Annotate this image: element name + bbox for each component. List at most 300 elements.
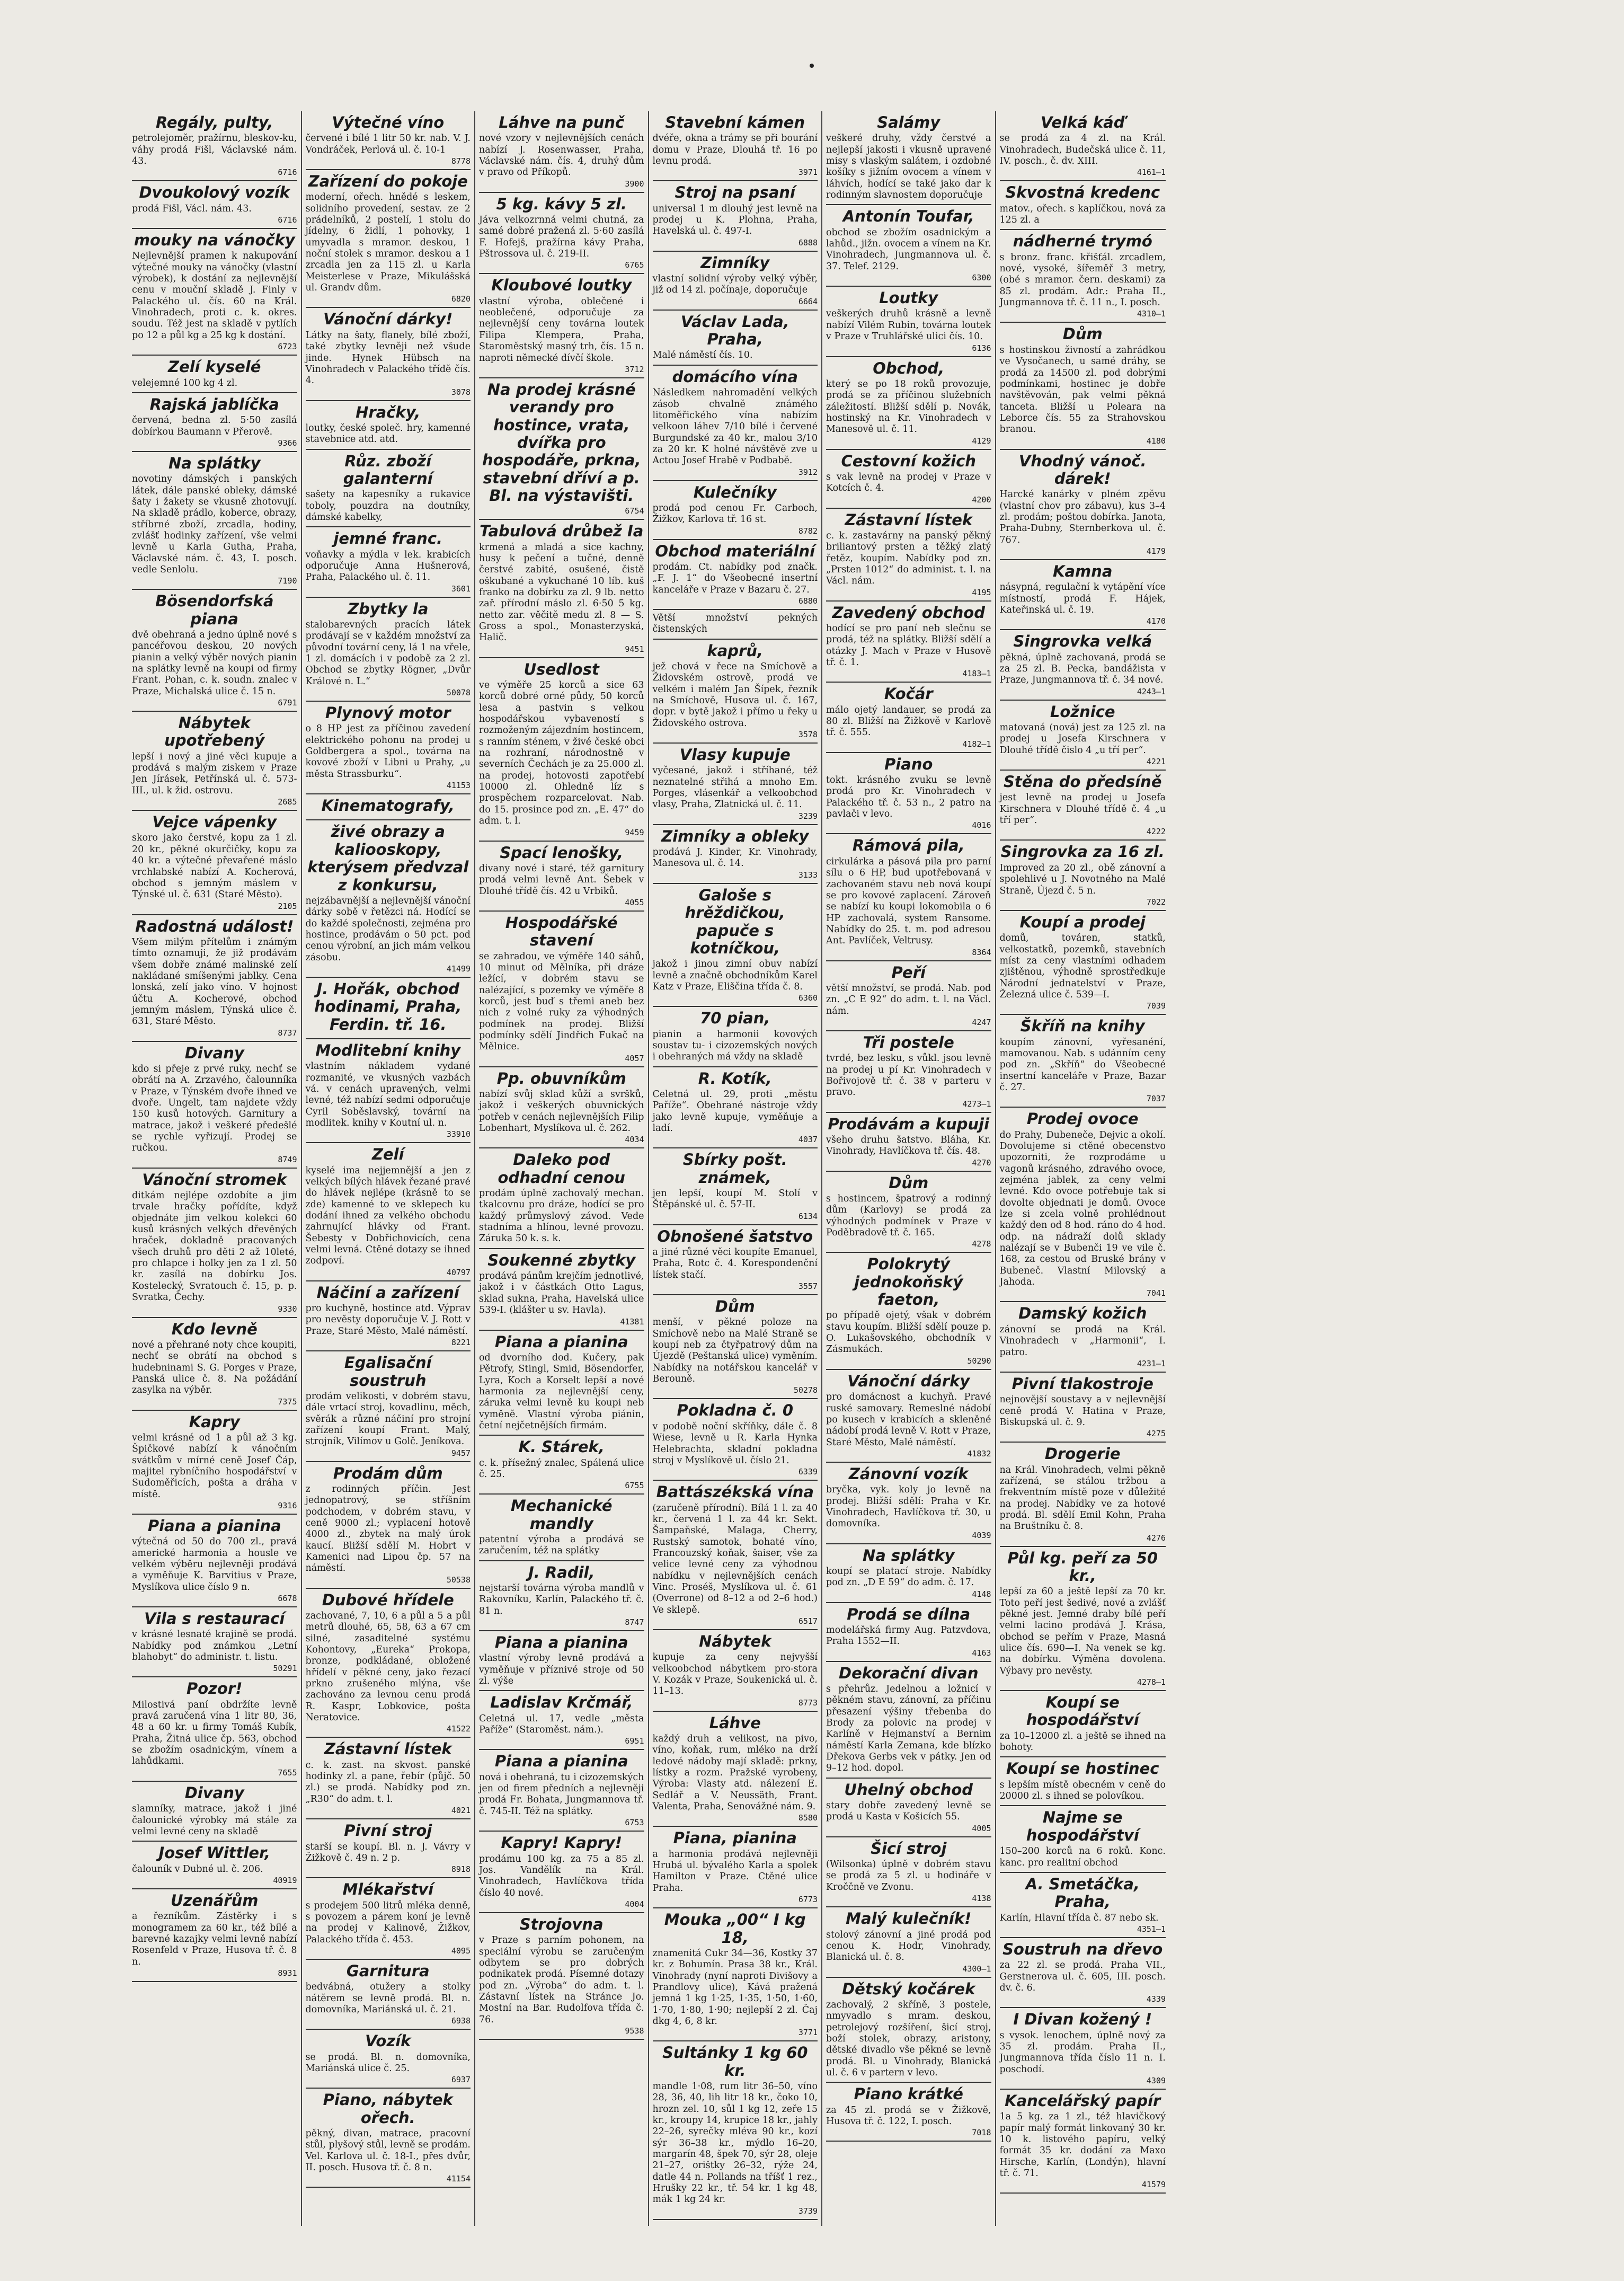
ad-reference-number: 3900 — [625, 179, 644, 189]
ad-column-3 — [475, 111, 649, 2226]
ad-text: násypná, regulační k vytápění více místností, prodá F. Hájek, Kateřinská ul. č. 19. — [999, 582, 1166, 615]
ad-text: se prodá. Bl. n. domovníka, Mariánská ulice č. 25. — [305, 2052, 471, 2074]
classified-ad — [132, 915, 297, 1042]
ad-reference-number: 8778 — [451, 156, 471, 166]
classified-ad — [132, 1607, 297, 1677]
classified-ad — [306, 978, 471, 1039]
ad-text: nová i obehraná, tu i cizozemských jen od firem předních a nejlevněji prodá Fr. Bohata, Jungmannova tř. č. 745-II. Též na splátky. — [479, 1772, 644, 1817]
classified-ad — [826, 1253, 991, 1369]
classified-ad — [1000, 911, 1166, 1015]
ad-reference-number: 2105 — [278, 901, 297, 911]
ad-text: vlastní solidní výroby velký výběr, již od 14 zl. počínaje, doporučuje — [652, 273, 818, 296]
classified-ad — [479, 1436, 644, 1495]
ad-reference-number: 6951 — [625, 1736, 644, 1746]
ad-reference-number: 6938 — [451, 2016, 471, 2026]
classified-ad — [306, 1738, 471, 1819]
ad-heading: Šicí stroj — [871, 1839, 947, 1858]
ad-reference-number: 4179 — [1146, 546, 1166, 556]
ad-heading: Pozor! — [186, 1679, 243, 1698]
classified-ad — [1000, 1547, 1166, 1691]
ad-reference-number: 7037 — [1146, 1094, 1166, 1104]
ad-heading: Zánovní vozík — [848, 1464, 969, 1483]
ad-reference-number: 3771 — [798, 2028, 818, 2038]
classified-ad — [826, 1779, 991, 1837]
classified-ad — [479, 912, 644, 1067]
ad-text: Milostivá paní obdržíte levně pravá zaručená vína 1 litr 80, 36, 48 a 60 kr. u firmy Tomáš Kubík, Praha, Žitná ulice čp. 563, obchod se zbožím osadnickým, vínem a lahůdkami. — [132, 1699, 297, 1767]
ad-heading: Dětský kočárek — [842, 1979, 975, 1998]
classified-ad — [826, 357, 991, 450]
ad-reference-number: 3133 — [798, 870, 818, 880]
ad-heading: Tři postele — [863, 1033, 954, 1051]
ad-reference-number: 9451 — [625, 644, 644, 654]
ad-text: velmi krásné od 1 a půl až 3 kg. Špičkové nabízí k vánočním svátkům v mírné ceně Josef Čáp, majitel rybníčního hospodářství v Sudoměřicích, pošta a dráha v místě. — [132, 1432, 297, 1500]
ad-reference-number: 4310—1 — [1137, 309, 1166, 319]
classified-ad — [826, 1978, 991, 2083]
classified-ad — [306, 401, 471, 450]
ad-heading: kaprů, — [707, 641, 764, 660]
ad-text: mandle 1·08, rum litr 36–50, víno 28, 36, 40, lih litr 18 kr., čoko 10, hrozn zel. 10, sůl 1 kg 12, zeře 15 kr., kroupy 14, krupice 18 kr., jahly 22–26, syrečky mléva 90 kr., kozí sýr 36–38 kr., mýdlo 16–20, margarín 48, špek 70, sýr 28, oleje 21–27, orištky 26–32, rýže 24, datle 44 n. Pollands na tříšť 1 rez., Hrušky 22 kr., tř. 54 kr. 1 kg 48, mák 1 kg 24 kr. — [652, 2081, 818, 2205]
ad-heading: Na splátky — [862, 1546, 955, 1564]
ad-heading: Vila s restaurací — [144, 1610, 285, 1628]
ad-text: červená, bedna zl. 5·50 zasílá dobírkou Baumann v Přerově. — [132, 415, 297, 437]
ad-heading: Radostná událost! — [135, 917, 294, 935]
classified-ad — [653, 1225, 818, 1295]
classified-ad — [306, 794, 471, 820]
ad-heading: Náčiní a zařízení — [316, 1283, 459, 1302]
ad-reference-number: 4243—1 — [1137, 686, 1166, 696]
ad-heading: Divany — [184, 1783, 244, 1802]
ad-reference-number: 3239 — [798, 811, 818, 821]
ad-text: (zaručeně přírodní). Bílá 1 l. za 40 kr., červená 1 l. za 44 kr. Sekt. Šampaňské, Malaga, Cherry, Rustský samotok, bohaté víno, Francouzský koňak, šaiser, vše za velice levné ceny za výhodnou nabídku v nejlevnějších cenách Vinc. Proséš, Myslíkova ul. č. 61 (Overrone) od 8–12 a od 2–6 hod.) Ve sklepě. — [652, 1502, 818, 1615]
classified-ad — [653, 181, 818, 251]
ad-heading: Prodám dům — [333, 1464, 443, 1482]
classified-ad — [826, 509, 991, 602]
ad-heading: Obnošené šatstvo — [657, 1227, 813, 1245]
ad-heading: Prodej ovoce — [1026, 1110, 1139, 1128]
ad-text: sašety na kapesníky a rukavice toboly, pouzdra na doutníky, dámské kabelky, — [305, 489, 471, 523]
ad-column-5 — [822, 111, 996, 2226]
classified-ad — [1000, 771, 1166, 841]
classified-ad — [826, 1172, 991, 1253]
ad-heading: Vánoční stromek — [142, 1170, 287, 1189]
ad-column-1 — [128, 111, 302, 2226]
ad-heading: Piana, pianina — [673, 1829, 797, 1847]
classified-ad — [306, 1589, 471, 1738]
classified-ad — [479, 1631, 644, 1691]
ad-reference-number: 4004 — [625, 1899, 644, 1909]
classified-ad — [1000, 323, 1166, 449]
classified-ad — [1000, 1873, 1166, 1938]
classified-ad — [132, 1515, 297, 1607]
ad-heading: Piana a pianina — [494, 1752, 628, 1771]
ad-text: o 8 HP jest za příčinou zavedení elektrického pohonu na prodej u Goldbergera a spol., továrna na kovové zboží v Libni u Prahy, „u města Strassburku“. — [305, 723, 471, 780]
ad-reference-number: 7041 — [1146, 1288, 1166, 1298]
ad-text: vlastní výroba, oblečené i neoblečené, odporučuje za nejlevnější ceny továrna loutek Filipa Klempera, Praha, Staroměstský masný trh, čís. 15 n. naproti německé dívčí škole. — [479, 296, 644, 364]
ad-heading: Pivní stroj — [344, 1822, 432, 1840]
ad-heading: Piana a pianina — [494, 1332, 628, 1351]
classified-ad — [653, 1481, 818, 1630]
ad-text: znamenitá Cukr 34—36, Kostky 37 kr. z Bohumín. Prasa 38 kr., Král. Vinohrady (nyní naproti Divišovy a Prandlovy ulice), Kává pražená jemná 1 kg 1·25, 1·35, 1·50, 1·60, 1·70, 1·80, 1·90; nejlepší 2 zl. Čaj dkg 4, 6, 8 kr. — [652, 1948, 818, 2027]
classified-ad — [826, 1907, 991, 1977]
ad-text: čalouník v Dubné ul. č. 206. — [132, 1863, 263, 1875]
ad-text: od dvorního dod. Kučery, pak Pětrofy, Stingl, Smid, Bösendorfer, Lyra, Koch a Korselt lepší a nové harmonia za nejlevnější ceny, záruka velmi levně ku koupi neb vyměně. Vlastní výroba piánin, četní nejčetnějších firmám. — [479, 1352, 644, 1431]
ad-heading: Prodávám a kupuji — [828, 1115, 990, 1133]
classified-ad — [653, 252, 818, 311]
ad-heading: Dům — [715, 1297, 755, 1316]
ad-heading: 70 pian, — [700, 1009, 770, 1028]
ad-heading: domácího vína — [672, 367, 798, 386]
classified-ad — [306, 598, 471, 702]
classified-ad — [1000, 1015, 1166, 1108]
ad-heading: Koupí se hospodářství — [1026, 1693, 1139, 1729]
ad-heading: 5 kg. kávy 5 zl. — [496, 194, 627, 213]
ad-reference-number: 8773 — [798, 1698, 818, 1708]
ad-text: modelářská firmy Aug. Patzvdova, Praha 1552—II. — [826, 1624, 991, 1647]
ad-reference-number: 4016 — [972, 820, 991, 830]
ad-text: prodá Fišl, Václ. nám. 43. — [132, 203, 252, 214]
ad-text: kyselé ima nejjemnější a jen z velkých bílých hlávek řezané pravé do hlávek nejlépe (krásně to se zde) kamenné to ve sklepech ku dodání ihned za velkého obchodu zahrnující hlávky od Frant. Šebesty v Dobřichovicích, cena velmi levná. Ctěné dotazy se ihned zodpoví. — [305, 1165, 471, 1267]
ad-text: dvéře, okna a trámy se při bourání domu v Praze, Dlouhá tř. 16 po levnu prodá. — [652, 133, 818, 167]
classified-ad — [479, 842, 644, 912]
classified-ad — [306, 170, 471, 308]
ad-reference-number: 4039 — [972, 1530, 991, 1540]
ad-heading: Battászékská vína — [656, 1483, 814, 1501]
ad-heading: K. Stárek, — [518, 1438, 605, 1456]
classified-ad — [653, 884, 818, 1007]
classified-ad — [132, 811, 297, 915]
classified-ad — [132, 229, 297, 356]
ad-reference-number: 6937 — [451, 2075, 471, 2085]
ad-text: lepší za 60 a ještě lepší za 70 kr. Toto peří jest šedivé, nové a zvlášť pěkné jest. Jemné draby bílé peří velmi lacino prodává J. Krása, obchod se peřím v Praze, Masná ulice čís. 690—I. Na venek se kg. na dobírku. Výměna dovolena. Výbavy pro nevěsty. — [999, 1586, 1166, 1676]
ad-heading: Galoše s hrěždičkou, papuče s kotníčkou, — [685, 886, 785, 957]
ad-heading: Dům — [889, 1173, 929, 1192]
ad-heading: Peří — [891, 963, 926, 982]
classified-ad — [306, 1960, 471, 2030]
ad-text: zánovní se prodá na Král. Vinohradech v „Harmonii“, I. patro. — [999, 1324, 1166, 1358]
ad-heading: Vejce vápenky — [152, 813, 277, 832]
ad-reference-number: 6300 — [972, 273, 991, 283]
ad-text: s vysok. lenochem, úplně nový za 35 zl. prodám. Praha II., Jungmannova třída číslo 11 n. I. poschodí. — [999, 2030, 1166, 2075]
ad-heading: Bösendorfská piana — [155, 592, 274, 628]
classified-ad — [1000, 1806, 1166, 1872]
ad-heading: Tabulová drůbež Ia — [480, 522, 644, 541]
ad-text: tvrdé, bez lesku, s vůkl. jsou levně na prodej u pí Kr. Vinohradech v Bořivojově tř. č. 38 v parteru v pravo. — [826, 1053, 991, 1098]
ad-text: koupím zánovní, vyřesanéní, mamovanou. Nab. s udánním ceny pod zn. „Skříň“ do Všeobecné insertní kanceláře v Praze, Bazar č. 27. — [999, 1037, 1166, 1093]
classified-ad — [826, 1603, 991, 1662]
classified-ad — [132, 452, 297, 590]
ad-reference-number: 9330 — [278, 1304, 297, 1314]
ad-heading: Piano, nábytek ořech. — [323, 2091, 453, 2127]
ad-heading: Stavební kámen — [665, 113, 805, 131]
ad-text: za 45 zl. prodá se v Žižkově, Husova tř. č. 122, I. posch. — [826, 2105, 991, 2127]
ad-reference-number: 4021 — [451, 1806, 471, 1816]
ad-text: prodává J. Kinder, Kr. Vinohrady, Manesova ul. č. 14. — [652, 847, 818, 869]
ad-reference-number: 9316 — [278, 1500, 297, 1510]
ad-heading: Hračky, — [356, 403, 421, 421]
ad-heading: Zástavní lístek — [324, 1740, 452, 1758]
ad-heading: Zavedený obchod — [832, 603, 985, 622]
classified-ad — [826, 1544, 991, 1603]
classified-ad — [1000, 1373, 1166, 1443]
ad-heading: Singrovka velká — [1013, 632, 1152, 651]
ad-reference-number: 4247 — [972, 1017, 991, 1027]
ad-heading: Stěna do předsíně — [1003, 773, 1162, 791]
classified-ad — [306, 2089, 471, 2188]
ad-heading: Spací lenošky, — [500, 843, 624, 862]
classified-ad — [132, 181, 297, 229]
classified-ad — [479, 520, 644, 658]
ad-text: za 10–12000 zl. a ještě se ihned na bohoty. — [999, 1730, 1166, 1753]
ad-reference-number: 6134 — [798, 1211, 818, 1221]
ad-text: Harcké kanárky v plném zpěvu (vlastní chov pro zábavu), kus 3–4 zl. prodám; poštou dobírka. Janota, Praha-Dubny, Sternberkova ul. č. 767. — [999, 489, 1166, 545]
ad-heading: Malý kulečník! — [846, 1909, 972, 1928]
ad-reference-number: 4057 — [625, 1053, 644, 1063]
ad-reference-number: 4270 — [972, 1157, 991, 1168]
classified-ad — [826, 1031, 991, 1113]
classified-ad — [479, 1750, 644, 1832]
ad-text: cirkulárka a pásová pila pro parní sílu o 6 HP, bud upotřebovaná v zachovaném stavu neb nová koupí se pro kovové zaplacení. Zároveň se nabízí ku koupi lokomobila o 6 HP zachovalá, system Ransome. Nabídky do 25. t. m. pod adresou Ant. Pavlíček, Veltrusy. — [826, 856, 991, 947]
classified-ad — [1000, 230, 1166, 323]
ad-heading: Pivní tlakostroje — [1011, 1374, 1153, 1393]
classified-ad — [653, 311, 818, 366]
ad-heading: Zelí — [371, 1145, 404, 1164]
ad-text: zachovalý, 2 skříně, 3 postele, nmyvadlo s mram. deskou, petrolejový rozšíření, šicí stroj, boží stolek, obrazy, aristony, dětské divadlo vše pěkné se levně prodá. Bl. u Vinohrady, Blanická ul. č. 6 v partern v levo. — [826, 1999, 991, 2078]
ad-text: velejemné 100 kg 4 zl. — [132, 377, 238, 388]
ad-reference-number: 41153 — [446, 781, 471, 791]
classified-ad — [1000, 2090, 1166, 2194]
ad-text: starší se koupí. Bl. n. J. Vávry v Žižkově č. 49 n. 2 p. — [305, 1841, 471, 1863]
ad-text: s vak levně na prodej v Praze v Kotcích č. 4. — [826, 471, 991, 494]
ad-text: větší množství, se prodá. Nab. pod zn. „C E 92“ do adm. t. l. na Václ. nám. — [826, 983, 991, 1016]
classified-ad — [306, 111, 471, 170]
ad-text: stolový zánovní a jiné prodá pod cenou K. Hodr, Vinohrady, Blanická ul. č. 8. — [826, 1929, 991, 1963]
classified-ad — [653, 1712, 818, 1827]
ad-text: pianin a harmonii kovových soustav tu- i cizozemských nových i obehraných má vždy na skladě — [652, 1029, 818, 1063]
ad-reference-number: 3557 — [798, 1281, 818, 1292]
classified-ad — [1000, 701, 1166, 771]
classified-ad — [653, 1148, 818, 1225]
ad-heading: Koupí a prodej — [1019, 913, 1146, 931]
ad-reference-number: 6716 — [278, 215, 297, 225]
ad-heading: Daleko pod odhadní cenou — [498, 1151, 625, 1187]
ad-heading: Nábytek — [699, 1632, 771, 1650]
ad-text: vlastním nákladem vydané rozmanité, ve vkusných vazbách vá. v cenách upravených, velmi levné, též nabízí sedmi odporučuje Cyril Soběslavský, tovární na modlitek. knihy v Koutní ul. n. — [305, 1061, 471, 1128]
ad-reference-number: 4221 — [1146, 757, 1166, 767]
ad-reference-number: 6716 — [278, 167, 297, 178]
ad-reference-number: 3078 — [451, 387, 471, 397]
ad-text: loutky, české společ. hry, kamenné stavebnice atd. atd. — [305, 422, 471, 445]
classified-ad — [653, 825, 818, 884]
ad-heading: Na prodej krásné verandy pro hostince, vrata, dvířka pro hospodáře, prkna, stavební dříví a p. Bl. na výstavišti. — [482, 380, 641, 505]
ad-reference-number: 7018 — [972, 2128, 991, 2138]
ad-text: Celetná ul. 17, vedle „města Paříže“ (Staroměst. nám.). — [479, 1713, 644, 1736]
ad-reference-number: 8749 — [278, 1154, 297, 1164]
ad-text: každý druh a velikost, na pivo, víno, koňak, rum, mléko na drží ledové nádoby mají skladě: prkny, lístky a rozm. Pražské vyrobeny, Výroba: Vlasty atd. nálezení E. Sedlář a V. Neussäth, Frant. Valenta, Praha, Senovážné nám. 9. — [652, 1734, 818, 1813]
classified-ad — [653, 1908, 818, 2041]
classified-ad — [132, 1042, 297, 1169]
ad-reference-number: 4275 — [1146, 1429, 1166, 1439]
ad-reference-number: 9366 — [278, 438, 297, 448]
ad-text: 150–200 korců na 6 roků. Konc. kanc. pro realitní obchod — [999, 1846, 1166, 1868]
ad-text: obchod se zbožím osadnickým a lahůd., jižn. ovocem a vínem na Kr. Vinohradech, Jungmannova ul. č. 37. Telef. 2129. — [826, 227, 991, 272]
ad-heading: Nábytek upotřebený — [164, 714, 265, 750]
ad-heading: Láhve — [709, 1713, 761, 1732]
classified-ad — [479, 111, 644, 193]
classified-ad — [653, 1630, 818, 1712]
ad-heading: Damský kožich — [1018, 1304, 1147, 1323]
ad-text: se zahradou, ve výměře 140 sáhů, 10 minut od Mělníka, při dráze ležící, v dobrém stavu se nalézající, s pozemky ve výměře 8 korců, jest buď s třemi aneb bez nich z volné ruky za výhodných podmínek na prodej. Bližší podmínky sdělí Jindřich Fukač na Mělnice. — [479, 951, 644, 1053]
classified-ad — [132, 1169, 297, 1318]
ad-text: lepší i nový a jiné věci kupuje a prodává s malým ziskem v Praze Jen Jírásek, Petřínská ul. č. 573-III., ul. k žid. ostrovu. — [132, 751, 297, 796]
classified-ad — [479, 1067, 644, 1149]
page-mark-dot — [810, 64, 814, 68]
ad-text: jakož i jinou zimní obuv nabízí levně a značně obchodníkům Karel Katz v Praze, Eliščina třída č. 8. — [652, 959, 818, 992]
ad-reference-number: 6517 — [798, 1616, 818, 1626]
ad-reference-number: 41522 — [446, 1724, 471, 1734]
ad-heading: Soukenné zbytky — [487, 1251, 636, 1269]
classified-ad — [1000, 560, 1166, 630]
ad-text: vlastní výroby levně prodává a vyměňuje v příznivé stroje od 50 zl. výše — [479, 1653, 644, 1687]
ad-reference-number: 4278 — [972, 1239, 991, 1249]
ad-reference-number: 4300—1 — [962, 1964, 991, 1974]
ad-heading: Obchod, — [873, 359, 945, 377]
ad-text: v podobě noční skříňky, dále č. 8 Wiese, levně u R. Karla Hynka Helebrachta, skladní pokladna stroj v Myslíkově ul. číslo 21. — [652, 1421, 818, 1466]
ad-heading: Plynový motor — [325, 704, 451, 722]
ad-heading: Regály, pulty, — [156, 113, 273, 131]
ad-text: dvě obehraná a jedno úplně nové s pancéřovou deskou, 20 nových pianin a velký výběr nových pianin na splátky levně na koupi od firmy Frant. Pohan, c. k. soudn. znalec v Praze, Michalská ulice č. 15 n. — [132, 630, 297, 697]
ad-text: skoro jako čerstvé, kopu za 1 zl. 20 kr., pěkné okurčičky, kopu za 40 kr. a výtečné převařené máslo vrchlabské nabízí A. Kocherová, obchod s jemným máslem v Týnské ul. č. 631 (Staré Město). — [132, 833, 297, 900]
classified-ad — [653, 1399, 818, 1481]
ad-text: z rodinných příčin. Jest jednopatrový, se stříšním podchodem, v dobrém stavu, v ceně 9000 zl.; vyplacení hotově 4000 zl., zbytek na malý úrok kaucí. Bližší sdělí M. Hobrt v Kamenici nad Lipou čp. 57 na náměstí. — [305, 1483, 471, 1574]
classified-ad — [826, 1837, 991, 1907]
ad-text: Všem milým přítelům i známým tímto oznamuji, že již prodávám všem dobře známé malinské zelí nakládané smíšenými jablky. Cena lonská, zelí jako víno. V hojnost účtu A. Kocherové, obchod jemným máslem, Týnská ulice č. 631, Staré Město. — [132, 936, 297, 1027]
classified-ad — [826, 1463, 991, 1544]
ad-heading: Loutky — [879, 289, 938, 307]
ad-reference-number: 7655 — [278, 1767, 297, 1778]
ad-reference-number: 8364 — [972, 947, 991, 957]
classified-ad — [653, 481, 818, 540]
ad-text: nejnovější soustavy a v nejlevnější ceně prodá V. Hatina v Praze, Biskupská ul. č. 9. — [999, 1394, 1166, 1428]
ad-heading: Kamna — [1053, 562, 1113, 580]
ad-reference-number: 6880 — [798, 596, 818, 606]
ad-text: jest levně na prodej u Josefa Kirschnera v Dlouhé třídě č. 4 „u tří per“. — [999, 792, 1166, 826]
ad-heading: Piana a pianina — [494, 1633, 628, 1652]
ad-column-4 — [649, 111, 823, 2226]
classified-ad — [132, 393, 297, 452]
ad-text: s prodejem 500 litrů mléka denně, s povozem a párem koní je levně na prodej v Kalinově, Žižkov, Palackého třída č. 453. — [305, 1900, 471, 1945]
ad-heading: Vlasy kupuje — [679, 746, 791, 764]
ad-heading: Divany — [184, 1044, 244, 1062]
ad-text: Nejlevnější pramen k nakupování výtečné mouky na vánočky (vlastní výrobek), k dostání za nejlevnější cenu v mouční skladě J. Finly v Palackého ul. čís. 60 na Král. Vinohradech, proti c. k. okres. soudu. Též jest na skladě v pytlích po 12 a půl kg a 25 kg k dostání. — [132, 251, 297, 341]
classified-ad — [132, 1318, 297, 1411]
ad-reference-number: 4231—1 — [1137, 1358, 1166, 1368]
ad-heading: mouky na vánočky — [134, 231, 295, 250]
ad-heading: Růz. zboží galanterní — [343, 452, 433, 488]
ad-text: stary dobře zavedený levně se prodá u Kasta v Košicích 55. — [826, 1800, 991, 1823]
ad-heading: jemné franc. — [333, 529, 443, 548]
ad-reference-number: 6773 — [798, 1895, 818, 1905]
ad-reference-number: 6820 — [451, 294, 471, 304]
classified-ad — [826, 753, 991, 835]
classified-ad — [306, 820, 471, 977]
ad-heading: Salámy — [877, 113, 940, 131]
ad-heading: Zimníky — [700, 253, 770, 272]
ad-reference-number: 3971 — [798, 167, 818, 178]
ad-text: 1a 5 kg. za 1 zl., též hlavičkový papír malý formát linkovaný 30 kr. 10 k. listového papíru, velký formát 35 kr. dodání za Maxo Hirsche, Karlín, (Londýn), hlavní tř. č. 71. — [999, 2111, 1166, 2179]
ad-heading: Ložnice — [1050, 702, 1115, 721]
classified-ad — [653, 1067, 818, 1149]
ad-reference-number: 4200 — [972, 494, 991, 505]
classified-ad — [1000, 1757, 1166, 1806]
ad-reference-number: 6678 — [278, 1594, 297, 1604]
ad-text: slamníky, matrace, jakož i jiné čalounické výrobky má stále za velmi levné ceny na skladě — [132, 1803, 297, 1837]
ad-text: kupuje za ceny nejvyšší velkoobchod nábytkem pro-stora V. Kozák v Praze, Soukenická ul. č. 11–13. — [652, 1652, 818, 1697]
ad-heading: Dekorační divan — [839, 1664, 979, 1682]
classified-ad — [479, 274, 644, 378]
ad-heading: Kloubové loutky — [491, 276, 632, 295]
classified-ad — [826, 834, 991, 961]
ad-text: nejstarší továrna výroba mandlů v Rakovníku, Karlín, Palackého tř. č. 81 n. — [479, 1583, 644, 1616]
ad-text: prodává pánům krejčím jednotlivé, jakož i v částkách Otto Lagus, sklad sukna, Praha, Havelská ulice 539-I. (klášter u sv. Havla). — [479, 1271, 644, 1316]
ad-heading: Hospodářské stavení — [505, 913, 618, 950]
ad-reference-number: 50291 — [273, 1664, 297, 1674]
ad-text: (Wilsonka) úplně v dobrém stavu se prodá za 5 zl. u hodináře v Kroččně ve Zvonu. — [826, 1859, 991, 1893]
ad-heading: Zelí kyselé — [168, 358, 261, 376]
ad-text: hodící se pro paní neb slečnu se prodá, též na splátky. Bližší sdělí a otázky J. Mach v Praze v Husově tř. č. 1. — [826, 623, 991, 668]
ad-reference-number: 4161—1 — [1137, 167, 1166, 178]
ad-heading: Zástavní lístek — [845, 510, 973, 529]
ad-heading: Ladislav Krčmář, — [490, 1693, 633, 1712]
classified-ad — [306, 1819, 471, 1878]
ad-reference-number: 6136 — [972, 343, 991, 353]
ad-heading: Sultánky 1 kg 60 kr. — [662, 2044, 808, 2080]
ad-text: pěkný, divan, matrace, pracovní stůl, plyšový stůl, levně se prodám. Vel. Karlova ul. č. 18-I., přes dvůr, II. posch. Husova tř. č. 8 n. — [305, 2128, 471, 2173]
ad-text: prodám. Ct. nabídky pod značk. „F. J. 1“ do Všeobecné insertní kanceláře v Praze v Bazaru č. 27. — [652, 561, 818, 595]
ad-text: za 22 zl. se prodá. Praha VII., Gerstnerova ul. č. 605, III. posch. dv. č. 6. — [999, 1960, 1166, 1993]
ad-text: nabízí svůj sklad kůží a svršků, jakož i veškerých obuvnických potřeb v cenách nejlevnějších Filip Lobenhart, Myslíkova ul. č. 262. — [479, 1089, 644, 1134]
ad-reference-number: 50538 — [446, 1575, 471, 1585]
ad-text: stalobarevných pracích látek prodávají se v každém množství za původní tovární ceny, lá 1 na vřele, 1 zl. domácích i v podobě za 2 zl. Obchod se zbytky Rögner, „Dvůr Králové n. L.“ — [305, 620, 471, 687]
classified-ad — [479, 1561, 644, 1631]
ad-text: s lepším místě obecném v ceně do 20000 zl. s ihned se polovíkou. — [999, 1779, 1166, 1802]
ad-heading: Cestovní kožich — [841, 452, 976, 470]
ad-text: s bronz. franc. křišťál. zrcadlem, nové, vysoké, šířeměř 3 metry, (obé s mramor. čern. deskami) za 85 zl. prodám. Adr.: Praha II., Jungmannova tř. č. 11 n., I. posch. — [999, 252, 1166, 308]
ad-text: Celetná ul. 29, proti „městu Paříže“. Obehrané nástroje vždy jako levně kupuje, vyměňuje a ladí. — [652, 1089, 818, 1134]
ad-text: Následkem nahromadění velkých zásob chvalně známého litoměřického vína nabízím velkoon láhev 7/10 bílé i červené Burgundské za 40 kr., malou 3/10 za 20 kr. K holné návštěvě zve u Actou Josef Hrabě v Podbabě. — [652, 387, 818, 466]
ad-heading: Najme se hospodářství — [1026, 1808, 1139, 1844]
classified-ad — [479, 1495, 644, 1561]
ad-reference-number: 3712 — [625, 364, 644, 374]
ad-reference-number: 4163 — [972, 1648, 991, 1658]
ad-reference-number: 9459 — [625, 827, 644, 837]
ad-heading: Prodá se dílna — [847, 1605, 971, 1623]
ad-text: do Prahy, Dubeneče, Dejvic a okolí. Dovolujeme si ctěné obecenstvo upozorniti, že rozprodáme u vagonů krásného, zdravého ovoce, zejména jablek, za ceny velmi levné. Kdo ovoce potřebuje tak si dovolte objednati je domů. Ovoce lze si zcela volně prohlédnout každý den od 8 hod. ráno do 4 hod. odp. na nádraží dolů sklady nalézají se v Bubenči 19 ve vile č. 168, za cestou od Bruské brány v Bubeneč. Vlastní Milovský a Jahoda. — [999, 1129, 1166, 1288]
ad-reference-number: 7375 — [278, 1396, 297, 1407]
ad-text: c. k. zast. na skvost. panské hodinky zl. a pane, řebír (půjč. 50 zl.) se prodá. Nabídky pod zn. „R30“ do adm. t. l. — [305, 1760, 471, 1805]
classified-ad — [132, 1411, 297, 1515]
ad-text: po případě ojetý, však v dobrém stavu koupím. Bližší sdělí pouze p. O. Lukašovského, obchodník v Zásmukách. — [826, 1310, 991, 1355]
ad-heading: Piano — [884, 755, 933, 773]
ad-text: bryčka, vyk. koly jo levně na prodej. Bližší sdělí: Praha v Kr. Vinohradech, Havlíčkova tř. 30, u domovníka. — [826, 1484, 991, 1529]
ad-reference-number: 41579 — [1141, 2180, 1166, 2190]
ad-heading: Výtečné víno — [332, 113, 445, 131]
ad-reference-number: 41154 — [446, 2174, 471, 2184]
ad-reference-number: 4276 — [1146, 1533, 1166, 1543]
classified-ad — [653, 1295, 818, 1399]
ad-text: veškerých druhů krásně a levně nabízí Vilém Rubin, továrna loutek v Praze v Truhlářské ulici čís. 10. — [826, 308, 991, 342]
ad-text: universal 1 m dlouhý jest levně na prodej u K. Plohna, Praha, Havelská ul. č. 497-I. — [652, 203, 818, 237]
ad-heading: Modlitební knihy — [315, 1041, 461, 1059]
